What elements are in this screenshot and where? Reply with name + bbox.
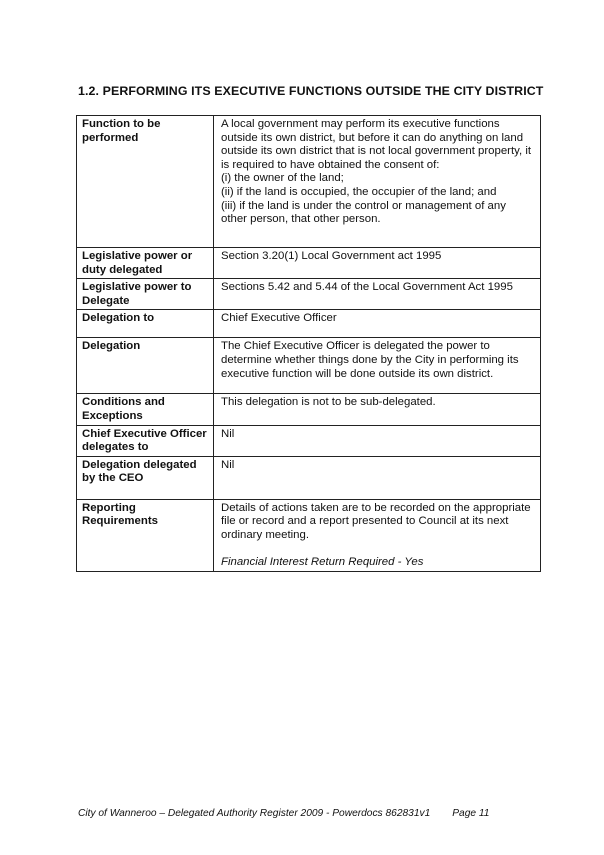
row-value xyxy=(214,394,541,425)
table-row xyxy=(77,456,541,499)
row-value xyxy=(214,425,541,456)
table-row xyxy=(77,116,541,248)
row-value xyxy=(214,338,541,394)
row-label: Legislative power or duty delegated xyxy=(77,248,214,279)
value-text: This delegation is not to be sub-delegated. xyxy=(221,396,436,409)
row-value xyxy=(214,310,541,338)
table-row xyxy=(77,248,541,279)
row-label: Reporting Requirements xyxy=(77,499,214,571)
page-number: Page 11 xyxy=(452,808,490,819)
value-text: (i) the owner of the land; xyxy=(221,172,344,185)
value-text-italic: Financial Interest Return Required - Yes xyxy=(221,556,424,569)
value-text: (iii) if the land is under the control or management of any other person, that other person. xyxy=(221,199,506,226)
section-heading: 1.2. PERFORMING ITS EXECUTIVE FUNCTIONS OUTSIDE THE CITY DISTRICT xyxy=(78,84,544,98)
table-row xyxy=(77,338,541,394)
table-row xyxy=(77,310,541,338)
footer-text: City of Wanneroo – Delegated Authority Register 2009 - Powerdocs 862831v1 xyxy=(78,808,431,819)
row-label: Conditions and Exceptions xyxy=(77,394,214,425)
value-text: Details of actions taken are to be recorded on the appropriate file or record and a report presented to Council at its next ordinary meeting. xyxy=(221,501,531,541)
table-row xyxy=(77,425,541,456)
value-text: (ii) if the land is occupied, the occupier of the land; and xyxy=(221,185,497,198)
table-row xyxy=(77,499,541,571)
value-text: Nil xyxy=(221,427,235,440)
row-value xyxy=(214,456,541,499)
value-text: Chief Executive Officer xyxy=(221,312,337,325)
table-row xyxy=(77,279,541,310)
table-row xyxy=(77,394,541,425)
page-footer xyxy=(78,808,489,819)
delegation-table xyxy=(76,115,541,572)
value-text: The Chief Executive Officer is delegated the power to determine whether things done by the City in performing its executive function will be done outside its own district. xyxy=(221,340,519,380)
value-text: Nil xyxy=(221,458,235,471)
blank-line xyxy=(221,543,535,557)
row-label: Legislative power to Delegate xyxy=(77,279,214,310)
row-label: Delegation xyxy=(77,338,214,394)
value-text: Section 3.20(1) Local Government act 1995 xyxy=(221,250,442,262)
value-text: A local government may perform its executive functions outside its own district, but before it can do anything on land outside its own district that is not local government property, it is required to have obtained the consent of: xyxy=(221,118,532,171)
row-label: Delegation delegated by the CEO xyxy=(77,456,214,499)
row-value xyxy=(214,279,541,310)
row-label: Function to be performed xyxy=(77,116,214,248)
row-value xyxy=(214,499,541,571)
row-label: Delegation to xyxy=(77,310,214,338)
row-label: Chief Executive Officer delegates to xyxy=(77,425,214,456)
value-text: Sections 5.42 and 5.44 of the Local Government Act 1995 xyxy=(221,281,513,294)
row-value xyxy=(214,248,541,279)
row-value xyxy=(214,116,541,248)
